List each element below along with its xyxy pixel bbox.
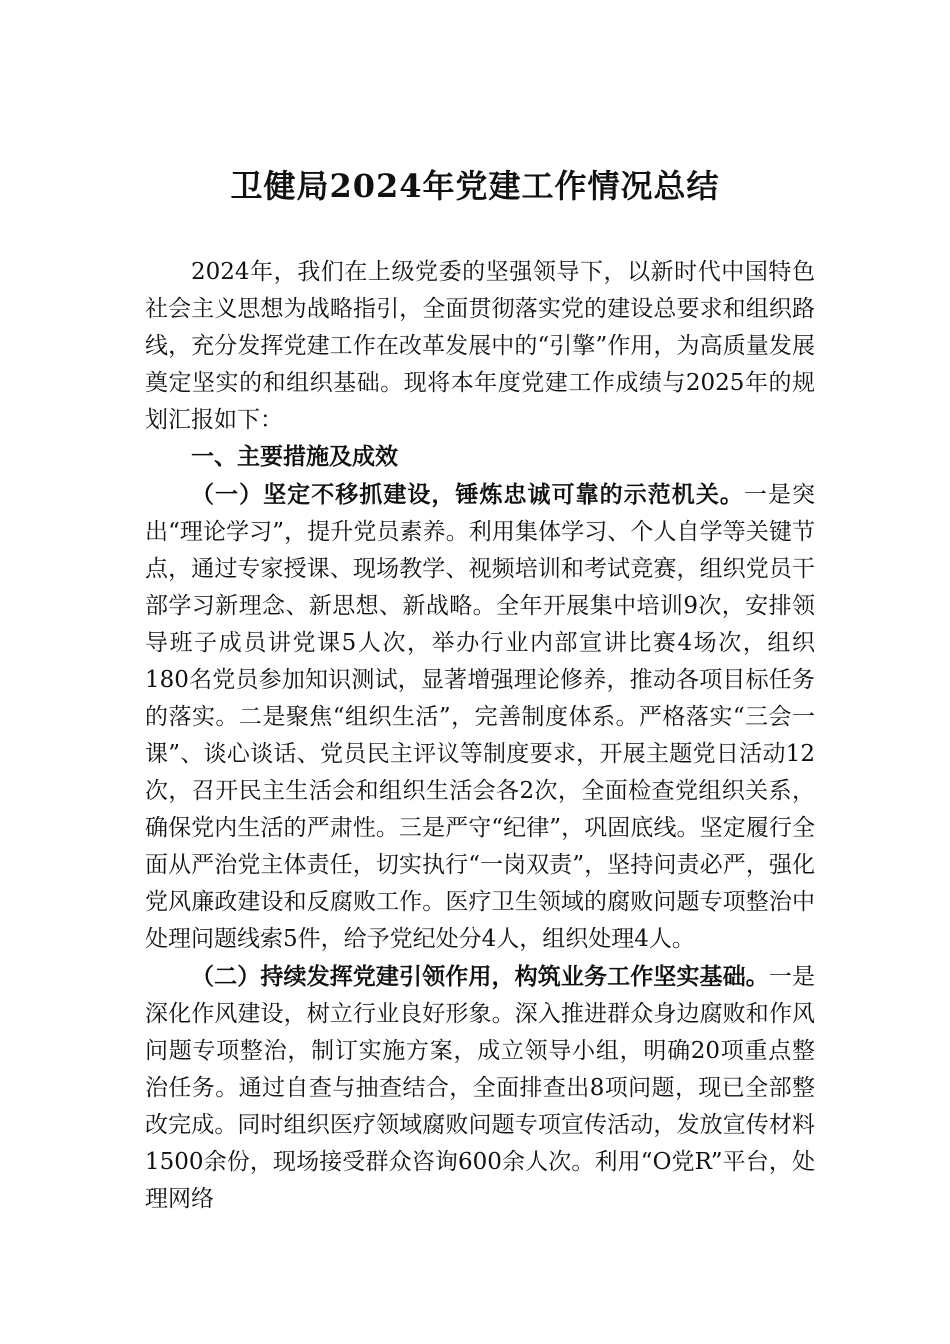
part2-body: 一是深化作风建设，树立行业良好形象。深入推进群众身边腐败和作风问题专项整治，制订实施方案，成立领导小组，明确20项重点整治任务。通过自查与抽查结合，全面排查出8项问题，现已全部整改完成。同时组织医疗领域腐败问题专项宣传活动，发放宣传材料1500余份，现场接受群众咨询600余人次。利用“O党R”平台，处理网络	[145, 964, 816, 1212]
section-heading: 一、主要措施及成效	[191, 444, 398, 470]
part2-paragraph	[145, 958, 815, 1218]
document-title: 卫健局2024年党建工作情况总结	[230, 167, 720, 205]
part1-paragraph	[145, 476, 815, 958]
document-body	[145, 254, 815, 1218]
part1-lead: （一）坚定不移抓建设，锤炼忠诚可靠的示范机关。	[191, 481, 744, 508]
part1-body: 一是突出“理论学习”，提升党员素养。利用集体学习、个人自学等关键节点，通过专家授课、现场教学、视频培训和考试竞赛，组织党员干部学习新理念、新思想、新战略。全年开展集中培训9次，安排领导班子成员讲党课5人次，举办行业内部宣讲比赛4场次，组织180名党员参加知识测试，显著增强理论修养，推动各项目标任务的落实。二是聚焦“组织生活”，完善制度体系。严格落实“三会一课”、谈心谈话、党员民主评议等制度要求，开展主题党日活动12次，召开民主生活会和组织生活会各2次，全面检查党组织关系，确保党内生活的严肃性。三是严守“纪律”，巩固底线。坚定履行全面从严治党主体责任，切实执行“一岗双责”，坚持问责必严，强化党风廉政建设和反腐败工作。医疗卫生领域的腐败问题专项整治中处理问题线索5件，给予党纪处分4人，组织处理4人。	[145, 482, 816, 952]
intro-paragraph: 2024年，我们在上级党委的坚强领导下，以新时代中国特色社会主义思想为战略指引，全面贯彻落实党的建设总要求和组织路线，充分发挥党建工作在改革发展中的“引擎”作用，为高质量发展奠定坚实的和组织基础。现将本年度党建工作成绩与2025年的规划汇报如下：	[145, 259, 815, 433]
part2-lead: （二）持续发挥党建引领作用，构筑业务工作坚实基础。	[191, 963, 769, 990]
